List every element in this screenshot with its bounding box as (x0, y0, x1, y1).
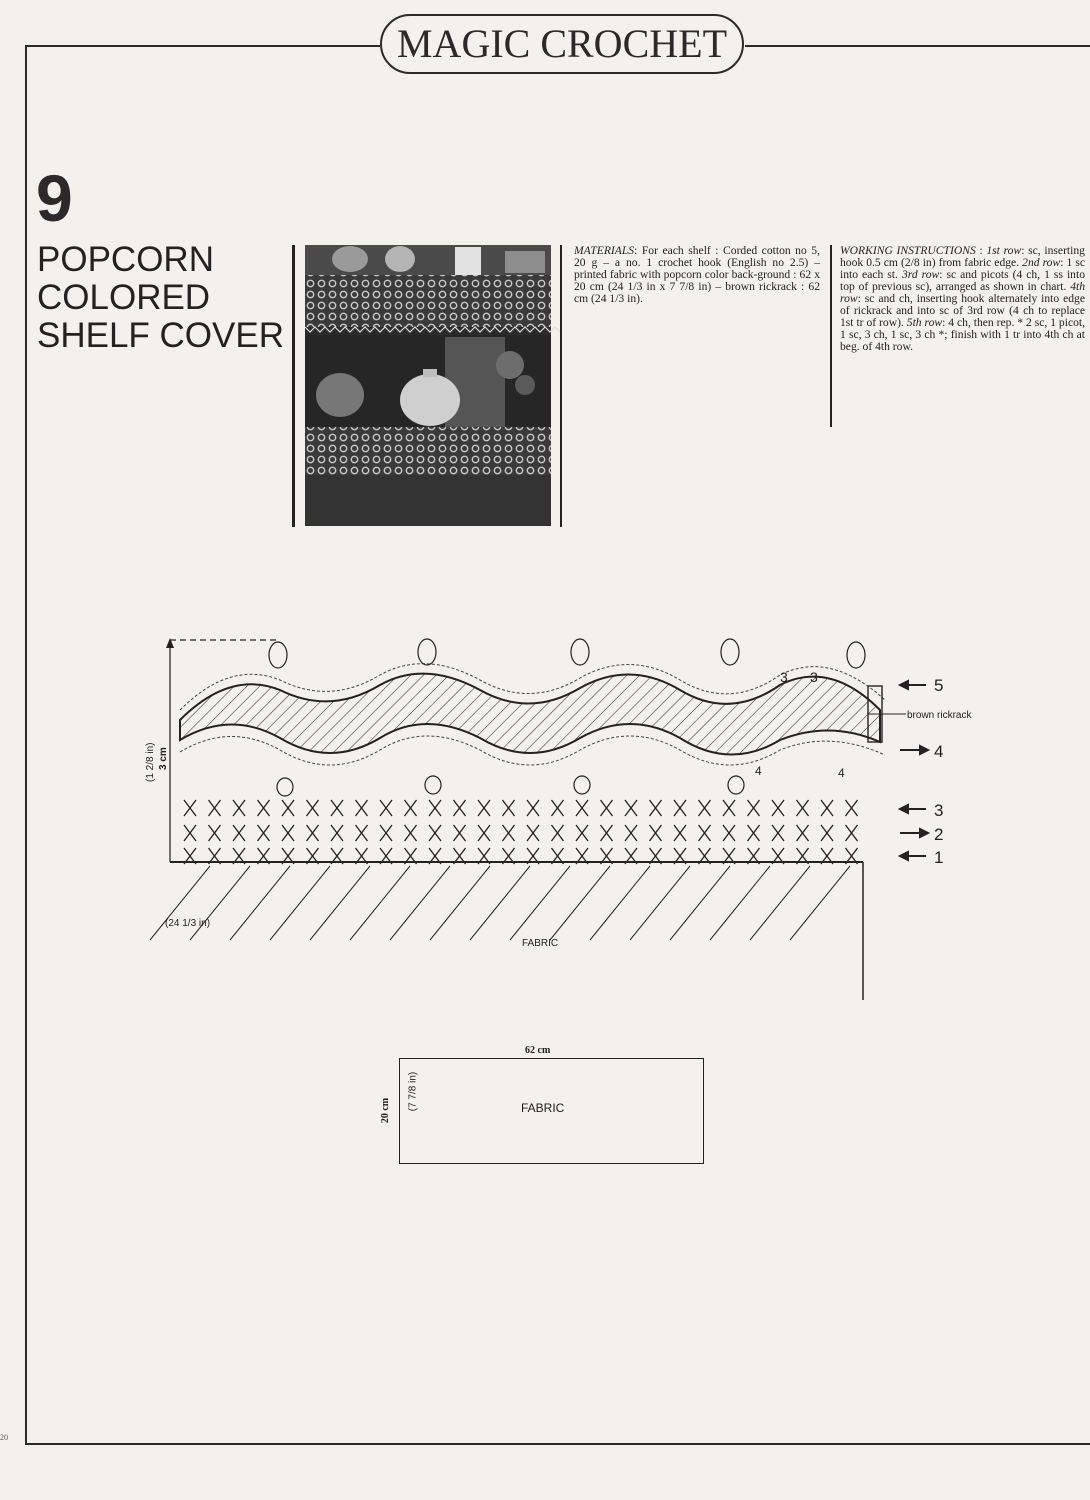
column-rule-2 (830, 245, 832, 427)
stitch-count-4: 4 (838, 766, 845, 780)
chart-height-in: (1 2/8 in) (145, 742, 156, 782)
materials-label: MATERIALS (574, 244, 635, 257)
stitch-count-1: 3 (780, 669, 788, 685)
materials-block (574, 245, 820, 305)
title-line-1: POPCORN (37, 240, 214, 279)
frame-left-rule (25, 45, 27, 1445)
rickrack-label: brown rickrack (907, 710, 972, 721)
instructions-block: WORKING INSTRUCTIONS : 1st row: sc, inserting hook 0.5 cm (2/8 in) from fabric edge. 2nd row: 1 sc into each st. 3rd row: sc and picots (4 ch, 1 ss into top of previous sc), arranged as shown in chart. 4th row: sc and ch, inserting hook alternately into edge of rickrack and into sc of 3rd row (4 ch to replace 1st tr of row). 5th row: 4 ch, then rep. * 2 sc, 1 picot, 1 sc, 3 ch, 1 sc, 3 ch *; finish with 1 tr into 4th ch at beg. of 4th row. (840, 244, 1086, 353)
row4-label: 4th row (840, 280, 1086, 305)
materials-text: : For each shelf : Corded cotton no 5, 20 g – a no. 1 crochet hook (English no 2.5) – printed fabric with popcorn color back-ground : 62 x 20 cm (24 1/3 in x 7 7/8 in) – brown rickrack : 62 cm (24 1/3 in). (574, 244, 820, 305)
frame-top-right-rule (745, 45, 1090, 47)
project-number: 9 (36, 161, 71, 235)
pattern-height-in: (7 7/8 in) (407, 1071, 419, 1112)
row3-text: : sc and picots (4 ch, 1 ss into top of previous sc), arranged as shown in chart. (840, 268, 1086, 293)
row-number-1: 1 (934, 848, 944, 867)
sc-stitch-rows (184, 800, 858, 864)
row2-label: 2nd row (1022, 256, 1061, 269)
row-number-3: 3 (934, 801, 944, 820)
project-title (37, 241, 287, 355)
shelf-photo (305, 245, 551, 526)
chart-fabric-label: FABRIC (522, 938, 559, 949)
row5-text: : 4 ch, then rep. * 2 sc, 1 picot, 1 sc, 3 ch, 1 sc, 3 ch *; finish with 1 tr into 4th ch at beg. of 4th row. (840, 316, 1086, 353)
pattern-height: 20 cm (380, 1097, 392, 1124)
row4-text: : sc and ch, inserting hook alternately into edge of rickrack and into sc of 3rd row (4 ch to replace 1st tr of row). (840, 292, 1085, 329)
pattern-width: 62 cm (525, 1045, 551, 1056)
frame-bottom-rule (25, 1443, 1090, 1445)
title-line-3: SHELF COVER (37, 316, 284, 355)
photo-rule (292, 245, 295, 527)
pattern-fabric-label: FABRIC (521, 1101, 565, 1115)
frame-top-left-rule (25, 45, 380, 47)
magazine-title: MAGIC CROCHET (380, 14, 744, 74)
row2-text: : 1 sc into each st. (840, 256, 1085, 281)
instructions-label: WORKING INSTRUCTIONS (840, 244, 976, 257)
row1-text: : sc, inserting hook 0.5 cm (2/8 in) from fabric edge. (840, 244, 1085, 269)
row1-label: 1st row (986, 244, 1022, 257)
page-number: 20 (0, 1433, 8, 1442)
row-number-2: 2 (934, 825, 944, 844)
row3-label: 3rd row (901, 268, 940, 281)
chart-width-in: (24 1/3 in) (165, 918, 211, 929)
row-number-5: 5 (934, 676, 944, 695)
stitch-count-2: 3 (810, 669, 818, 685)
chart-height-cm: 3 cm (158, 747, 169, 770)
title-line-2: COLORED (37, 278, 211, 317)
row-number-4: 4 (934, 742, 944, 761)
stitch-count-3: 4 (755, 764, 762, 778)
row5-label: 5th row (906, 316, 943, 329)
crochet-chart (145, 630, 1010, 1010)
column-rule-1 (560, 245, 562, 527)
